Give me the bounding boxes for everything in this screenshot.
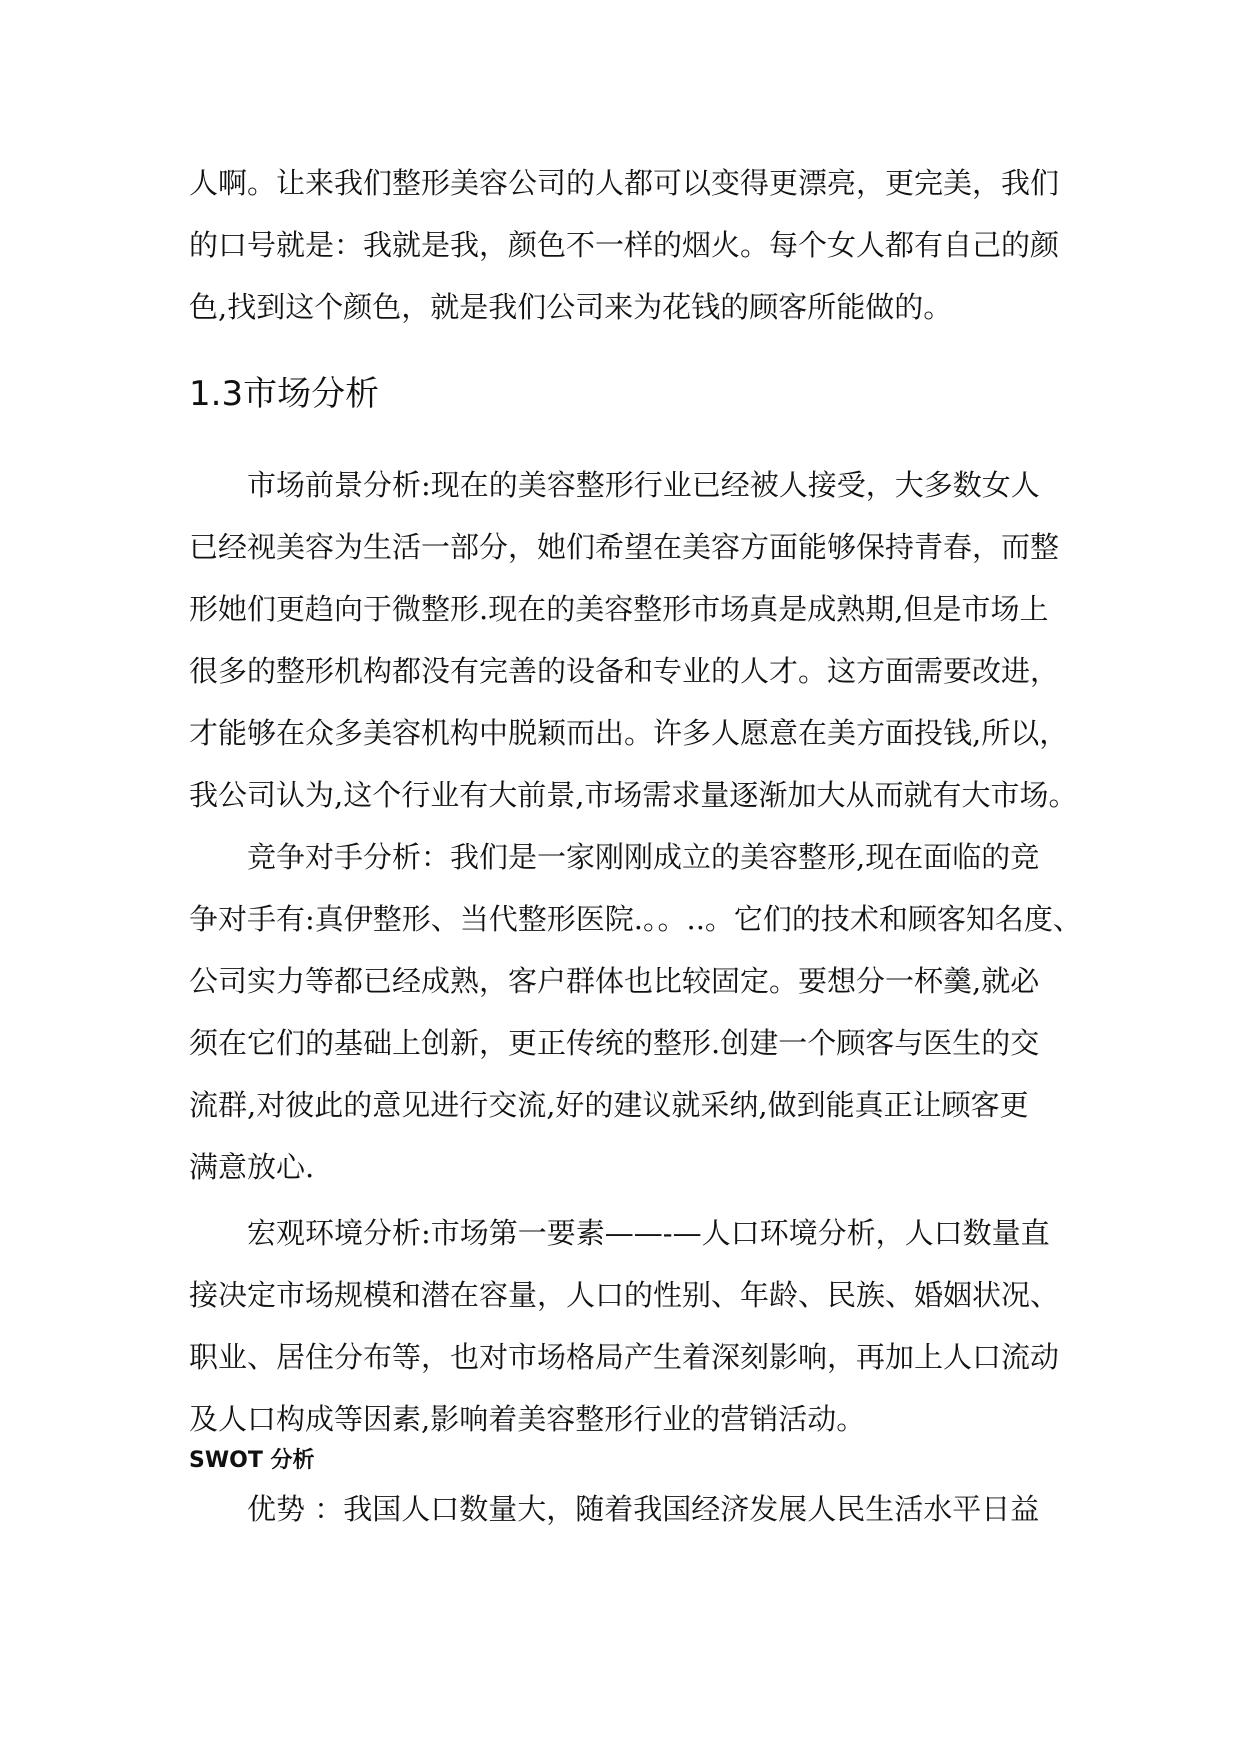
macro-paragraph <box>189 1202 1069 1450</box>
text-line: 的口号就是：我就是我，颜色不一样的烟火。每个女人都有自己的颜 <box>189 228 1060 262</box>
text-line: 色,找到这个颜色，就是我们公司来为花钱的顾客所能做的。 <box>189 290 953 324</box>
text-line: 已经视美容为生活一部分，她们希望在美容方面能够保持青春，而整 <box>189 530 1060 564</box>
swot-heading: SWOT 分析 <box>189 1448 315 1473</box>
text-line: 流群,对彼此的意见进行交流,好的建议就采纳,做到能真正让顾客更 <box>189 1088 1029 1122</box>
intro-paragraph <box>189 152 1069 338</box>
section-heading: 1.3市场分析 <box>189 374 380 414</box>
text-line: 接决定市场规模和潜在容量，人口的性别、年龄、民族、婚姻状况、 <box>189 1278 1060 1312</box>
text-line: 形她们更趋向于微整形.现在的美容整形市场真是成熟期,但是市场上 <box>189 592 1049 626</box>
text-line: 及人口构成等因素,影响着美容整形行业的营销活动。 <box>189 1402 866 1436</box>
text-line: 很多的整形机构都没有完善的设备和专业的人才。这方面需要改进， <box>189 654 1060 688</box>
text-line: 职业、居住分布等，也对市场格局产生着深刻影响，再加上人口流动 <box>189 1340 1060 1374</box>
text-line: 争对手有:真伊整形、当代整形医院.。。..。它们的技术和顾客知名度、 <box>189 902 1082 936</box>
advantage-paragraph <box>189 1478 1069 1540</box>
competitor-paragraph <box>189 826 1082 1198</box>
market-prospect-paragraph <box>189 454 1078 826</box>
text-line: 人啊。让来我们整形美容公司的人都可以变得更漂亮，更完美，我们 <box>189 166 1060 200</box>
text-line: 竞争对手分析：我们是一家刚刚成立的美容整形,现在面临的竞 <box>247 840 1040 874</box>
text-line: 优势 ：我国人口数量大，随着我国经济发展人民生活水平日益 <box>247 1492 1040 1526</box>
text-line: 宏观环境分析:市场第一要素——-—人口环境分析，人口数量直 <box>247 1216 1050 1250</box>
text-line: 满意放心. <box>189 1150 315 1184</box>
text-line: 公司实力等都已经成熟，客户群体也比较固定。要想分一杯羹,就必 <box>189 964 1040 998</box>
text-line: 须在它们的基础上创新，更正传统的整形.创建一个顾客与医生的交 <box>189 1026 1040 1060</box>
text-line: 才能够在众多美容机构中脱颖而出。许多人愿意在美方面投钱,所以， <box>189 716 1069 750</box>
document-page <box>189 152 1082 1540</box>
text-line: 市场前景分析:现在的美容整形行业已经被人接受，大多数女人 <box>247 468 1040 502</box>
text-line: 我公司认为,这个行业有大前景,市场需求量逐渐加大从而就有大市场。 <box>189 778 1078 812</box>
